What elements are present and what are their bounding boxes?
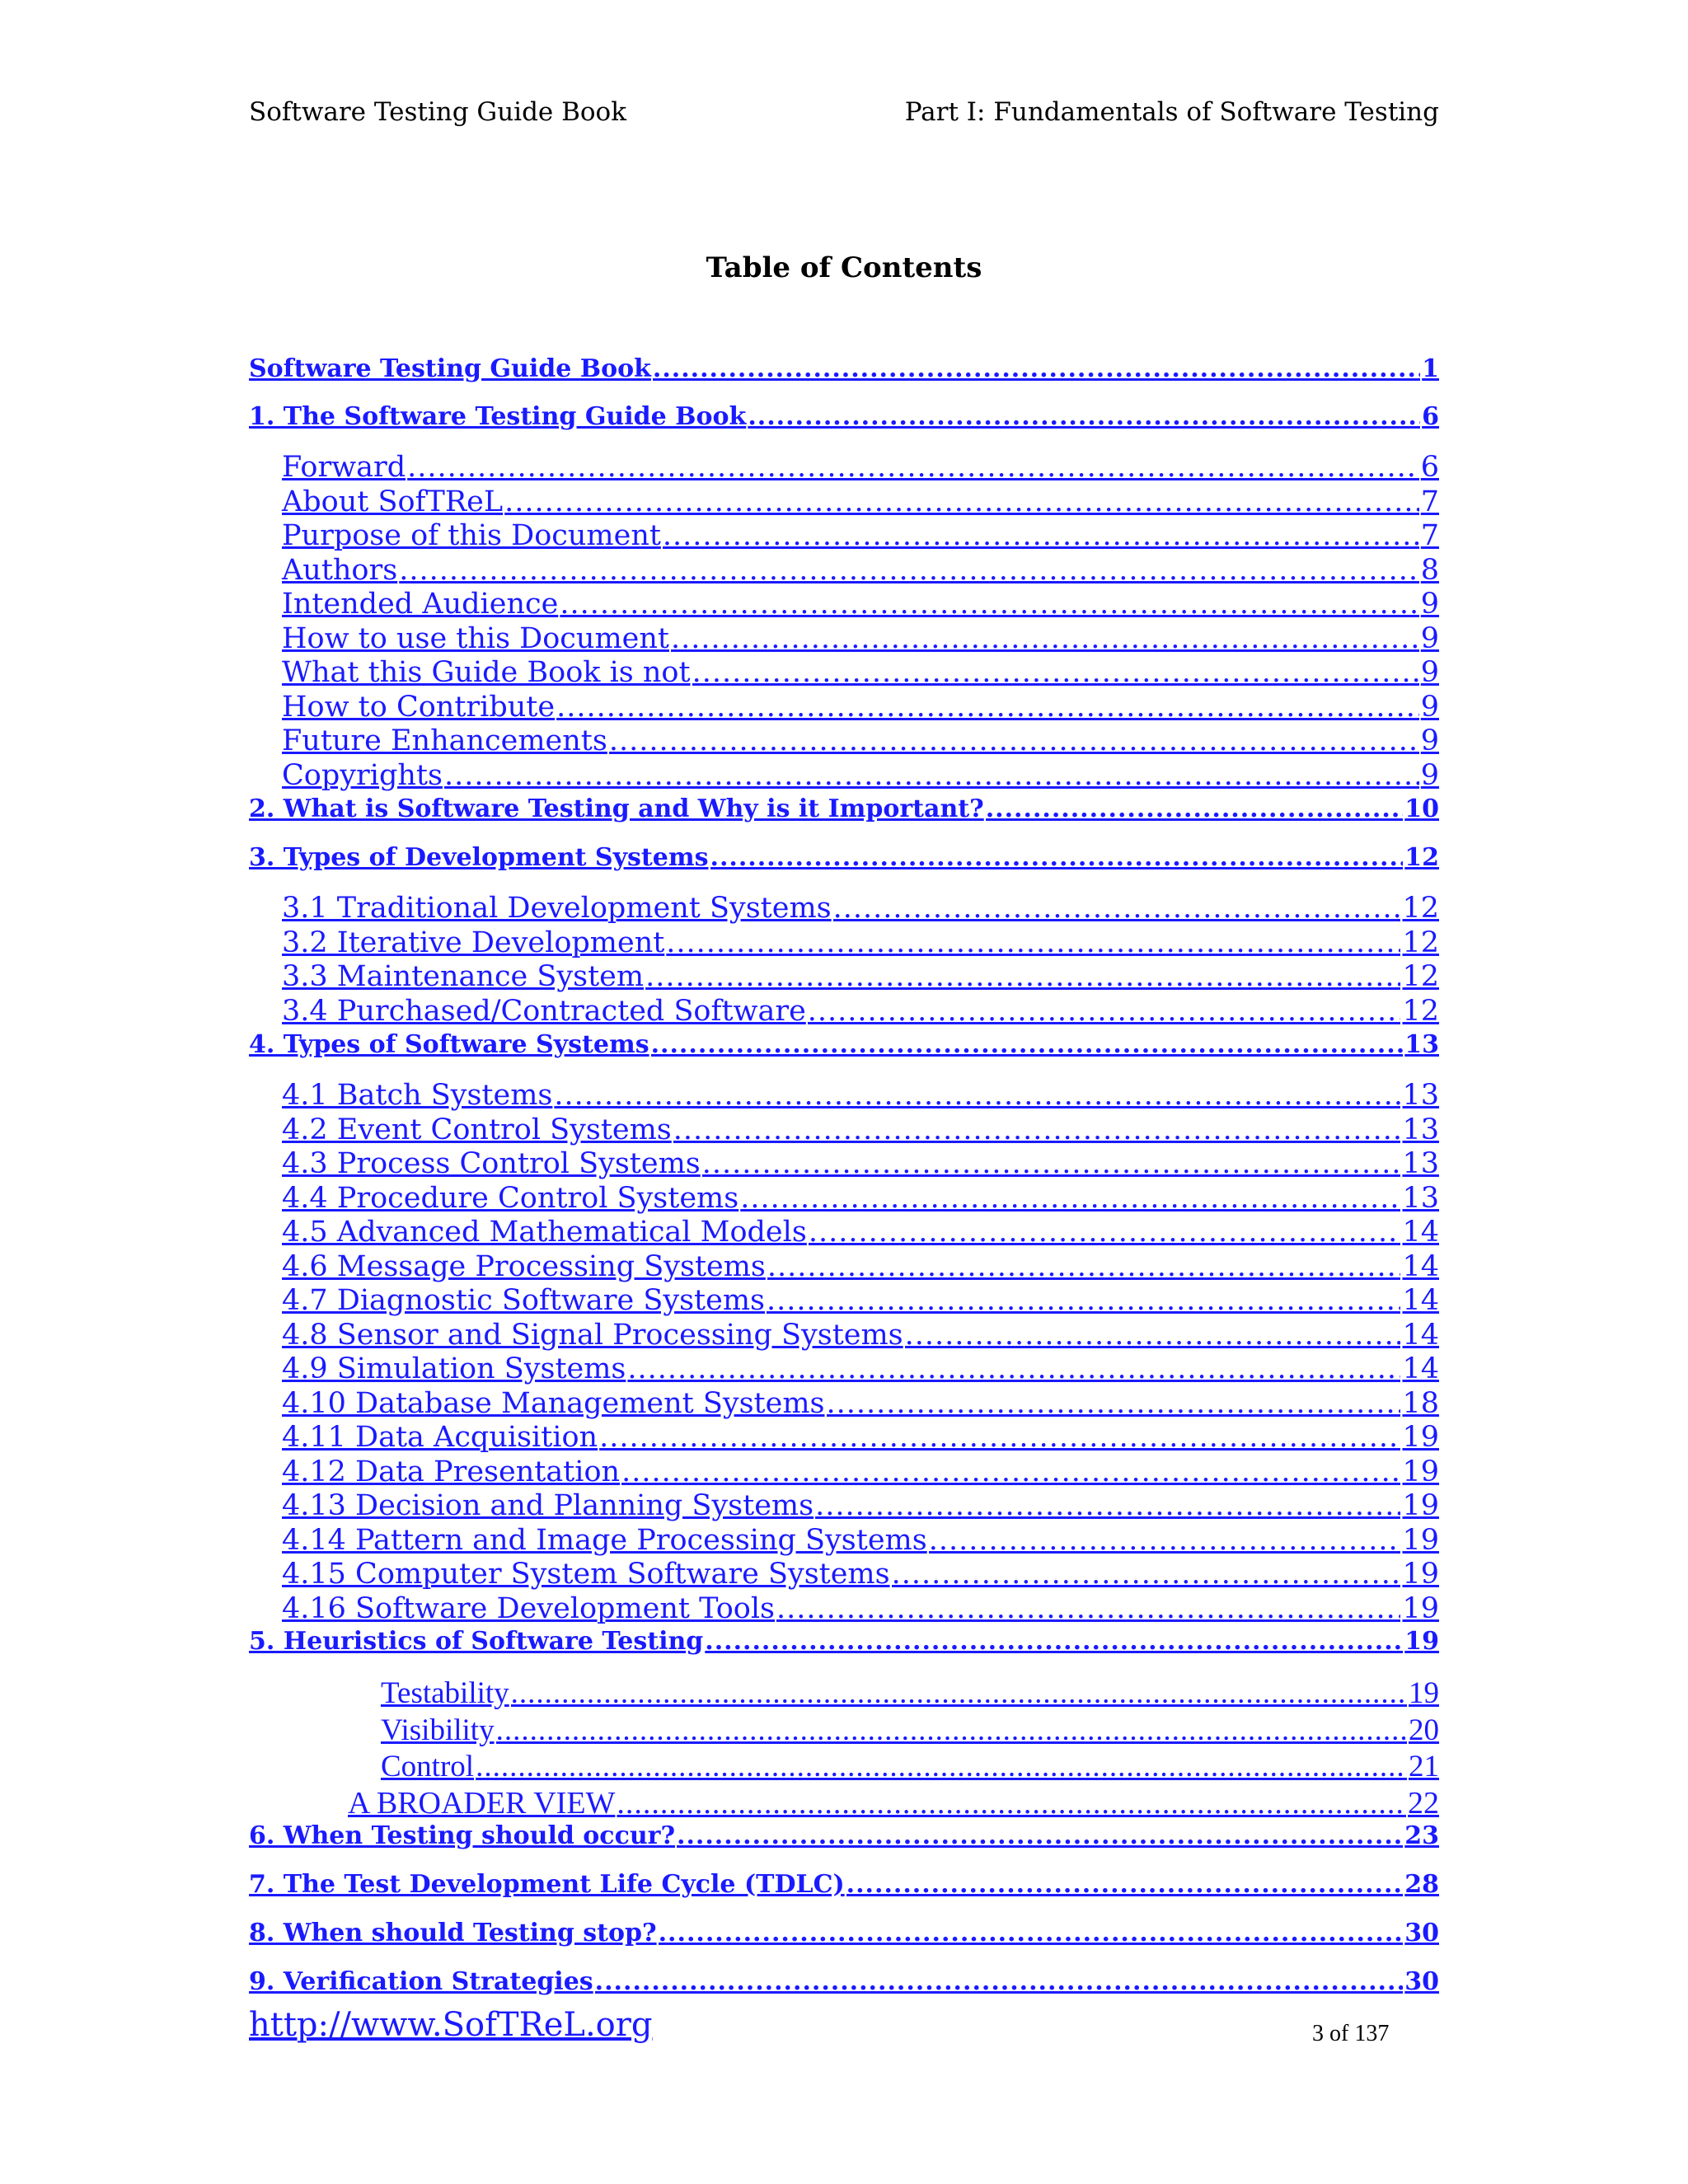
toc-entry-page-number: 19 bbox=[1404, 1627, 1439, 1656]
toc-entry-label: 4.6 Message Processing Systems bbox=[282, 1250, 766, 1283]
toc-entry-page-number: 30 bbox=[1404, 1967, 1439, 1996]
running-header-title: Software Testing Guide Book bbox=[249, 97, 627, 127]
toc-entry-page-number: 23 bbox=[1404, 1821, 1439, 1850]
toc-entry-page-number: 10 bbox=[1404, 794, 1439, 823]
toc-entry-label: 4.10 Database Management Systems bbox=[282, 1387, 825, 1420]
toc-dot-leader bbox=[617, 1785, 1406, 1821]
toc-dot-leader bbox=[444, 759, 1419, 792]
toc-entry-label: 4.9 Simulation Systems bbox=[282, 1352, 626, 1385]
toc-entry-label: What this Guide Book is not bbox=[282, 656, 691, 689]
toc-entry-label: 4.4 Procedure Control Systems bbox=[282, 1182, 739, 1215]
toc-entry-page-number: 6 bbox=[1420, 451, 1439, 484]
toc-entry[interactable] bbox=[282, 1113, 1439, 1146]
toc-entry[interactable] bbox=[282, 724, 1439, 757]
toc-entry[interactable] bbox=[381, 1675, 1439, 1711]
toc-dot-leader bbox=[702, 1147, 1401, 1180]
toc-entry[interactable] bbox=[381, 1749, 1439, 1784]
toc-entry-page-number: 1 bbox=[1422, 354, 1439, 383]
toc-entry-page-number: 9 bbox=[1420, 724, 1439, 757]
toc-entry[interactable] bbox=[282, 1147, 1439, 1180]
toc-entry[interactable] bbox=[249, 794, 1439, 823]
toc-entry-page-number: 19 bbox=[1402, 1489, 1439, 1522]
toc-entry-label: 3.3 Maintenance System bbox=[282, 960, 645, 993]
toc-dot-leader bbox=[554, 1079, 1400, 1112]
toc-entry-page-number: 20 bbox=[1409, 1713, 1439, 1747]
page-title: Table of Contents bbox=[706, 251, 982, 284]
toc-dot-leader bbox=[627, 1352, 1400, 1385]
toc-entry-label: 4.2 Event Control Systems bbox=[282, 1113, 672, 1146]
toc-entry[interactable] bbox=[249, 1627, 1439, 1656]
toc-dot-leader bbox=[504, 485, 1419, 518]
toc-entry-label: A BROADER VIEW bbox=[348, 1786, 616, 1821]
toc-dot-leader bbox=[692, 656, 1419, 689]
toc-entry-label: 3. Types of Development Systems bbox=[249, 843, 709, 872]
toc-entry-page-number: 12 bbox=[1402, 926, 1439, 959]
toc-entry-page-number: 22 bbox=[1408, 1786, 1439, 1821]
toc-entry-label: 4.15 Computer System Software Systems bbox=[282, 1558, 890, 1591]
toc-dot-leader bbox=[476, 1749, 1407, 1784]
toc-entry-label: 4.14 Pattern and Image Processing Systems bbox=[282, 1524, 927, 1557]
toc-entry-label: 3.4 Purchased/Contracted Software bbox=[282, 995, 806, 1028]
toc-entry-page-number: 9 bbox=[1420, 656, 1439, 689]
toc-dot-leader bbox=[677, 1821, 1403, 1850]
toc-entry-page-number: 12 bbox=[1404, 843, 1439, 872]
toc-dot-leader bbox=[651, 1030, 1404, 1059]
page-indicator: 3 of 137 bbox=[1312, 2021, 1390, 2046]
toc-entry-label: Visibility bbox=[381, 1713, 495, 1747]
toc-entry[interactable] bbox=[249, 1870, 1439, 1899]
toc-dot-leader bbox=[705, 1627, 1403, 1656]
toc-entry[interactable] bbox=[249, 1821, 1439, 1850]
toc-entry[interactable] bbox=[282, 892, 1439, 925]
toc-entry-label: 4.13 Decision and Planning Systems bbox=[282, 1489, 814, 1522]
toc-entry-label: 4.3 Process Control Systems bbox=[282, 1147, 701, 1180]
toc-entry-page-number: 9 bbox=[1420, 588, 1439, 621]
toc-entry[interactable] bbox=[282, 451, 1439, 484]
toc-entry-page-number: 9 bbox=[1420, 622, 1439, 655]
toc-entry[interactable] bbox=[282, 1387, 1439, 1420]
toc-entry-page-number: 19 bbox=[1402, 1592, 1439, 1625]
toc-entry-page-number: 18 bbox=[1402, 1387, 1439, 1420]
toc-dot-leader bbox=[595, 1967, 1404, 1996]
toc-dot-leader bbox=[399, 554, 1419, 587]
toc-entry[interactable] bbox=[282, 1489, 1439, 1522]
toc-entry[interactable] bbox=[282, 1250, 1439, 1283]
toc-entry-page-number: 13 bbox=[1402, 1113, 1439, 1146]
toc-entry[interactable] bbox=[282, 995, 1439, 1028]
toc-entry[interactable] bbox=[282, 1455, 1439, 1488]
toc-entry-label: 4.11 Data Acquisition bbox=[282, 1421, 598, 1454]
toc-dot-leader bbox=[929, 1524, 1401, 1557]
toc-entry[interactable] bbox=[282, 1182, 1439, 1215]
toc-entry-label: 4.5 Advanced Mathematical Models bbox=[282, 1216, 807, 1249]
toc-entry-label: 3.1 Traditional Development Systems bbox=[282, 892, 832, 925]
toc-entry-page-number: 7 bbox=[1420, 519, 1439, 552]
toc-entry-label: 8. When should Testing stop? bbox=[249, 1919, 657, 1947]
toc-dot-leader bbox=[808, 995, 1401, 1028]
toc-entry-page-number: 14 bbox=[1402, 1352, 1439, 1385]
toc-entry-page-number: 13 bbox=[1402, 1079, 1439, 1112]
toc-entry[interactable] bbox=[282, 656, 1439, 689]
toc-entry-label: 3.2 Iterative Development bbox=[282, 926, 665, 959]
toc-entry-page-number: 6 bbox=[1422, 402, 1439, 431]
toc-entry-page-number: 14 bbox=[1402, 1216, 1439, 1249]
toc-dot-leader bbox=[609, 724, 1419, 757]
toc-entry[interactable] bbox=[249, 843, 1439, 872]
toc-entry[interactable] bbox=[282, 1319, 1439, 1352]
toc-entry[interactable] bbox=[282, 1524, 1439, 1557]
toc-dot-leader bbox=[710, 843, 1404, 872]
toc-entry-page-number: 12 bbox=[1402, 995, 1439, 1028]
toc-dot-leader bbox=[511, 1675, 1407, 1711]
toc-entry[interactable] bbox=[282, 1216, 1439, 1249]
toc-dot-leader bbox=[767, 1250, 1401, 1283]
toc-dot-leader bbox=[815, 1489, 1400, 1522]
toc-dot-leader bbox=[767, 1284, 1400, 1317]
toc-entry-page-number: 14 bbox=[1402, 1319, 1439, 1352]
toc-entry[interactable] bbox=[249, 1030, 1439, 1059]
toc-entry-page-number: 28 bbox=[1404, 1870, 1439, 1899]
toc-entry-label: 4.12 Data Presentation bbox=[282, 1455, 621, 1488]
toc-entry-page-number: 12 bbox=[1402, 892, 1439, 925]
toc-entry[interactable] bbox=[282, 554, 1439, 587]
toc-dot-leader bbox=[659, 1919, 1404, 1947]
toc-entry[interactable] bbox=[282, 485, 1439, 518]
toc-entry-page-number: 19 bbox=[1402, 1421, 1439, 1454]
toc-entry[interactable] bbox=[249, 1919, 1439, 1947]
toc-entry[interactable] bbox=[282, 1352, 1439, 1385]
toc-entry-label: Forward bbox=[282, 451, 406, 484]
toc-entry-label: 1. The Software Testing Guide Book bbox=[249, 402, 747, 431]
toc-entry-label: 4.16 Software Development Tools bbox=[282, 1592, 776, 1625]
toc-entry-label: 4.1 Batch Systems bbox=[282, 1079, 553, 1112]
toc-dot-leader bbox=[645, 960, 1400, 993]
toc-entry-label: About SofTReL bbox=[282, 485, 504, 518]
toc-entry-label: 5. Heuristics of Software Testing bbox=[249, 1627, 704, 1656]
toc-entry-page-number: 14 bbox=[1402, 1284, 1439, 1317]
toc-entry[interactable] bbox=[282, 1558, 1439, 1591]
toc-entry-label: 2. What is Software Testing and Why is it Important? bbox=[249, 794, 984, 823]
toc-dot-leader bbox=[748, 402, 1420, 431]
toc-entry[interactable] bbox=[282, 759, 1439, 792]
toc-entry-page-number: 13 bbox=[1402, 1182, 1439, 1215]
toc-entry-label: 4. Types of Software Systems bbox=[249, 1030, 649, 1059]
toc-entry[interactable] bbox=[282, 1079, 1439, 1112]
toc-entry-label: Copyrights bbox=[282, 759, 443, 792]
toc-entry-label: Intended Audience bbox=[282, 588, 559, 621]
toc-entry-page-number: 13 bbox=[1404, 1030, 1439, 1059]
toc-entry[interactable] bbox=[282, 1592, 1439, 1625]
toc-dot-leader bbox=[407, 451, 1419, 484]
toc-entry-page-number: 19 bbox=[1402, 1558, 1439, 1591]
toc-entry[interactable] bbox=[282, 691, 1439, 724]
toc-entry-page-number: 9 bbox=[1420, 691, 1439, 724]
toc-entry-label: 4.7 Diagnostic Software Systems bbox=[282, 1284, 765, 1317]
toc-entry[interactable] bbox=[249, 354, 1439, 383]
toc-dot-leader bbox=[673, 1113, 1401, 1146]
toc-entry[interactable] bbox=[282, 1284, 1439, 1317]
toc-entry[interactable] bbox=[381, 1713, 1439, 1748]
toc-entry[interactable] bbox=[249, 1967, 1439, 1996]
toc-dot-leader bbox=[776, 1592, 1400, 1625]
toc-entry-page-number: 8 bbox=[1420, 554, 1439, 587]
toc-entry-page-number: 7 bbox=[1420, 485, 1439, 518]
toc-entry[interactable] bbox=[282, 960, 1439, 993]
toc-entry-page-number: 21 bbox=[1409, 1750, 1439, 1783]
toc-dot-leader bbox=[740, 1182, 1400, 1215]
toc-entry-label: Software Testing Guide Book bbox=[249, 354, 651, 383]
toc-dot-leader bbox=[846, 1870, 1404, 1899]
toc-entry-label: 6. When Testing should occur? bbox=[249, 1821, 676, 1850]
toc-entry-page-number: 30 bbox=[1404, 1919, 1439, 1947]
toc-dot-leader bbox=[666, 926, 1400, 959]
toc-entry-page-number: 19 bbox=[1402, 1455, 1439, 1488]
toc-entry-page-number: 14 bbox=[1402, 1250, 1439, 1283]
toc-entry-label: Control bbox=[381, 1750, 475, 1783]
toc-entry-label: 9. Verification Strategies bbox=[249, 1967, 593, 1996]
toc-entry-label: 7. The Test Development Life Cycle (TDLC) bbox=[249, 1870, 845, 1899]
toc-dot-leader bbox=[986, 794, 1404, 823]
toc-entry-page-number: 12 bbox=[1402, 960, 1439, 993]
toc-entry-page-number: 19 bbox=[1402, 1524, 1439, 1557]
toc-dot-leader bbox=[833, 892, 1401, 925]
toc-dot-leader bbox=[905, 1319, 1401, 1352]
toc-dot-leader bbox=[671, 622, 1419, 655]
toc-entry-page-number: 9 bbox=[1420, 759, 1439, 792]
toc-entry-label: 4.8 Sensor and Signal Processing Systems bbox=[282, 1319, 903, 1352]
toc-entry[interactable] bbox=[282, 588, 1439, 621]
toc-entry-label: Testability bbox=[381, 1676, 509, 1710]
toc-entry[interactable] bbox=[249, 402, 1439, 431]
toc-dot-leader bbox=[653, 354, 1420, 383]
toc-entry-label: Purpose of this Document bbox=[282, 519, 661, 552]
toc-entry[interactable] bbox=[282, 926, 1439, 959]
toc-dot-leader bbox=[663, 519, 1419, 552]
toc-entry-page-number: 13 bbox=[1402, 1147, 1439, 1180]
toc-entry-label: Future Enhancements bbox=[282, 724, 607, 757]
toc-dot-leader bbox=[556, 691, 1419, 724]
toc-entry-label: How to use this Document bbox=[282, 622, 669, 655]
toc-dot-leader bbox=[599, 1421, 1400, 1454]
toc-dot-leader bbox=[809, 1216, 1401, 1249]
toc-entry-page-number: 19 bbox=[1409, 1676, 1439, 1710]
toc-dot-leader bbox=[560, 588, 1418, 621]
running-header-part: Part I: Fundamentals of Software Testing bbox=[904, 97, 1439, 127]
toc-entry[interactable] bbox=[348, 1785, 1439, 1821]
footer-website-link[interactable]: http://www.SofTReL.org bbox=[249, 2006, 653, 2044]
toc-dot-leader bbox=[621, 1455, 1400, 1488]
toc-entry-label: Authors bbox=[282, 554, 398, 587]
toc-entry[interactable] bbox=[282, 1421, 1439, 1454]
toc-dot-leader bbox=[892, 1558, 1401, 1591]
toc-entry-label: How to Contribute bbox=[282, 691, 556, 724]
toc-entry[interactable] bbox=[282, 519, 1439, 552]
toc-entry[interactable] bbox=[282, 622, 1439, 655]
toc-dot-leader bbox=[496, 1713, 1407, 1748]
toc-dot-leader bbox=[827, 1387, 1401, 1420]
